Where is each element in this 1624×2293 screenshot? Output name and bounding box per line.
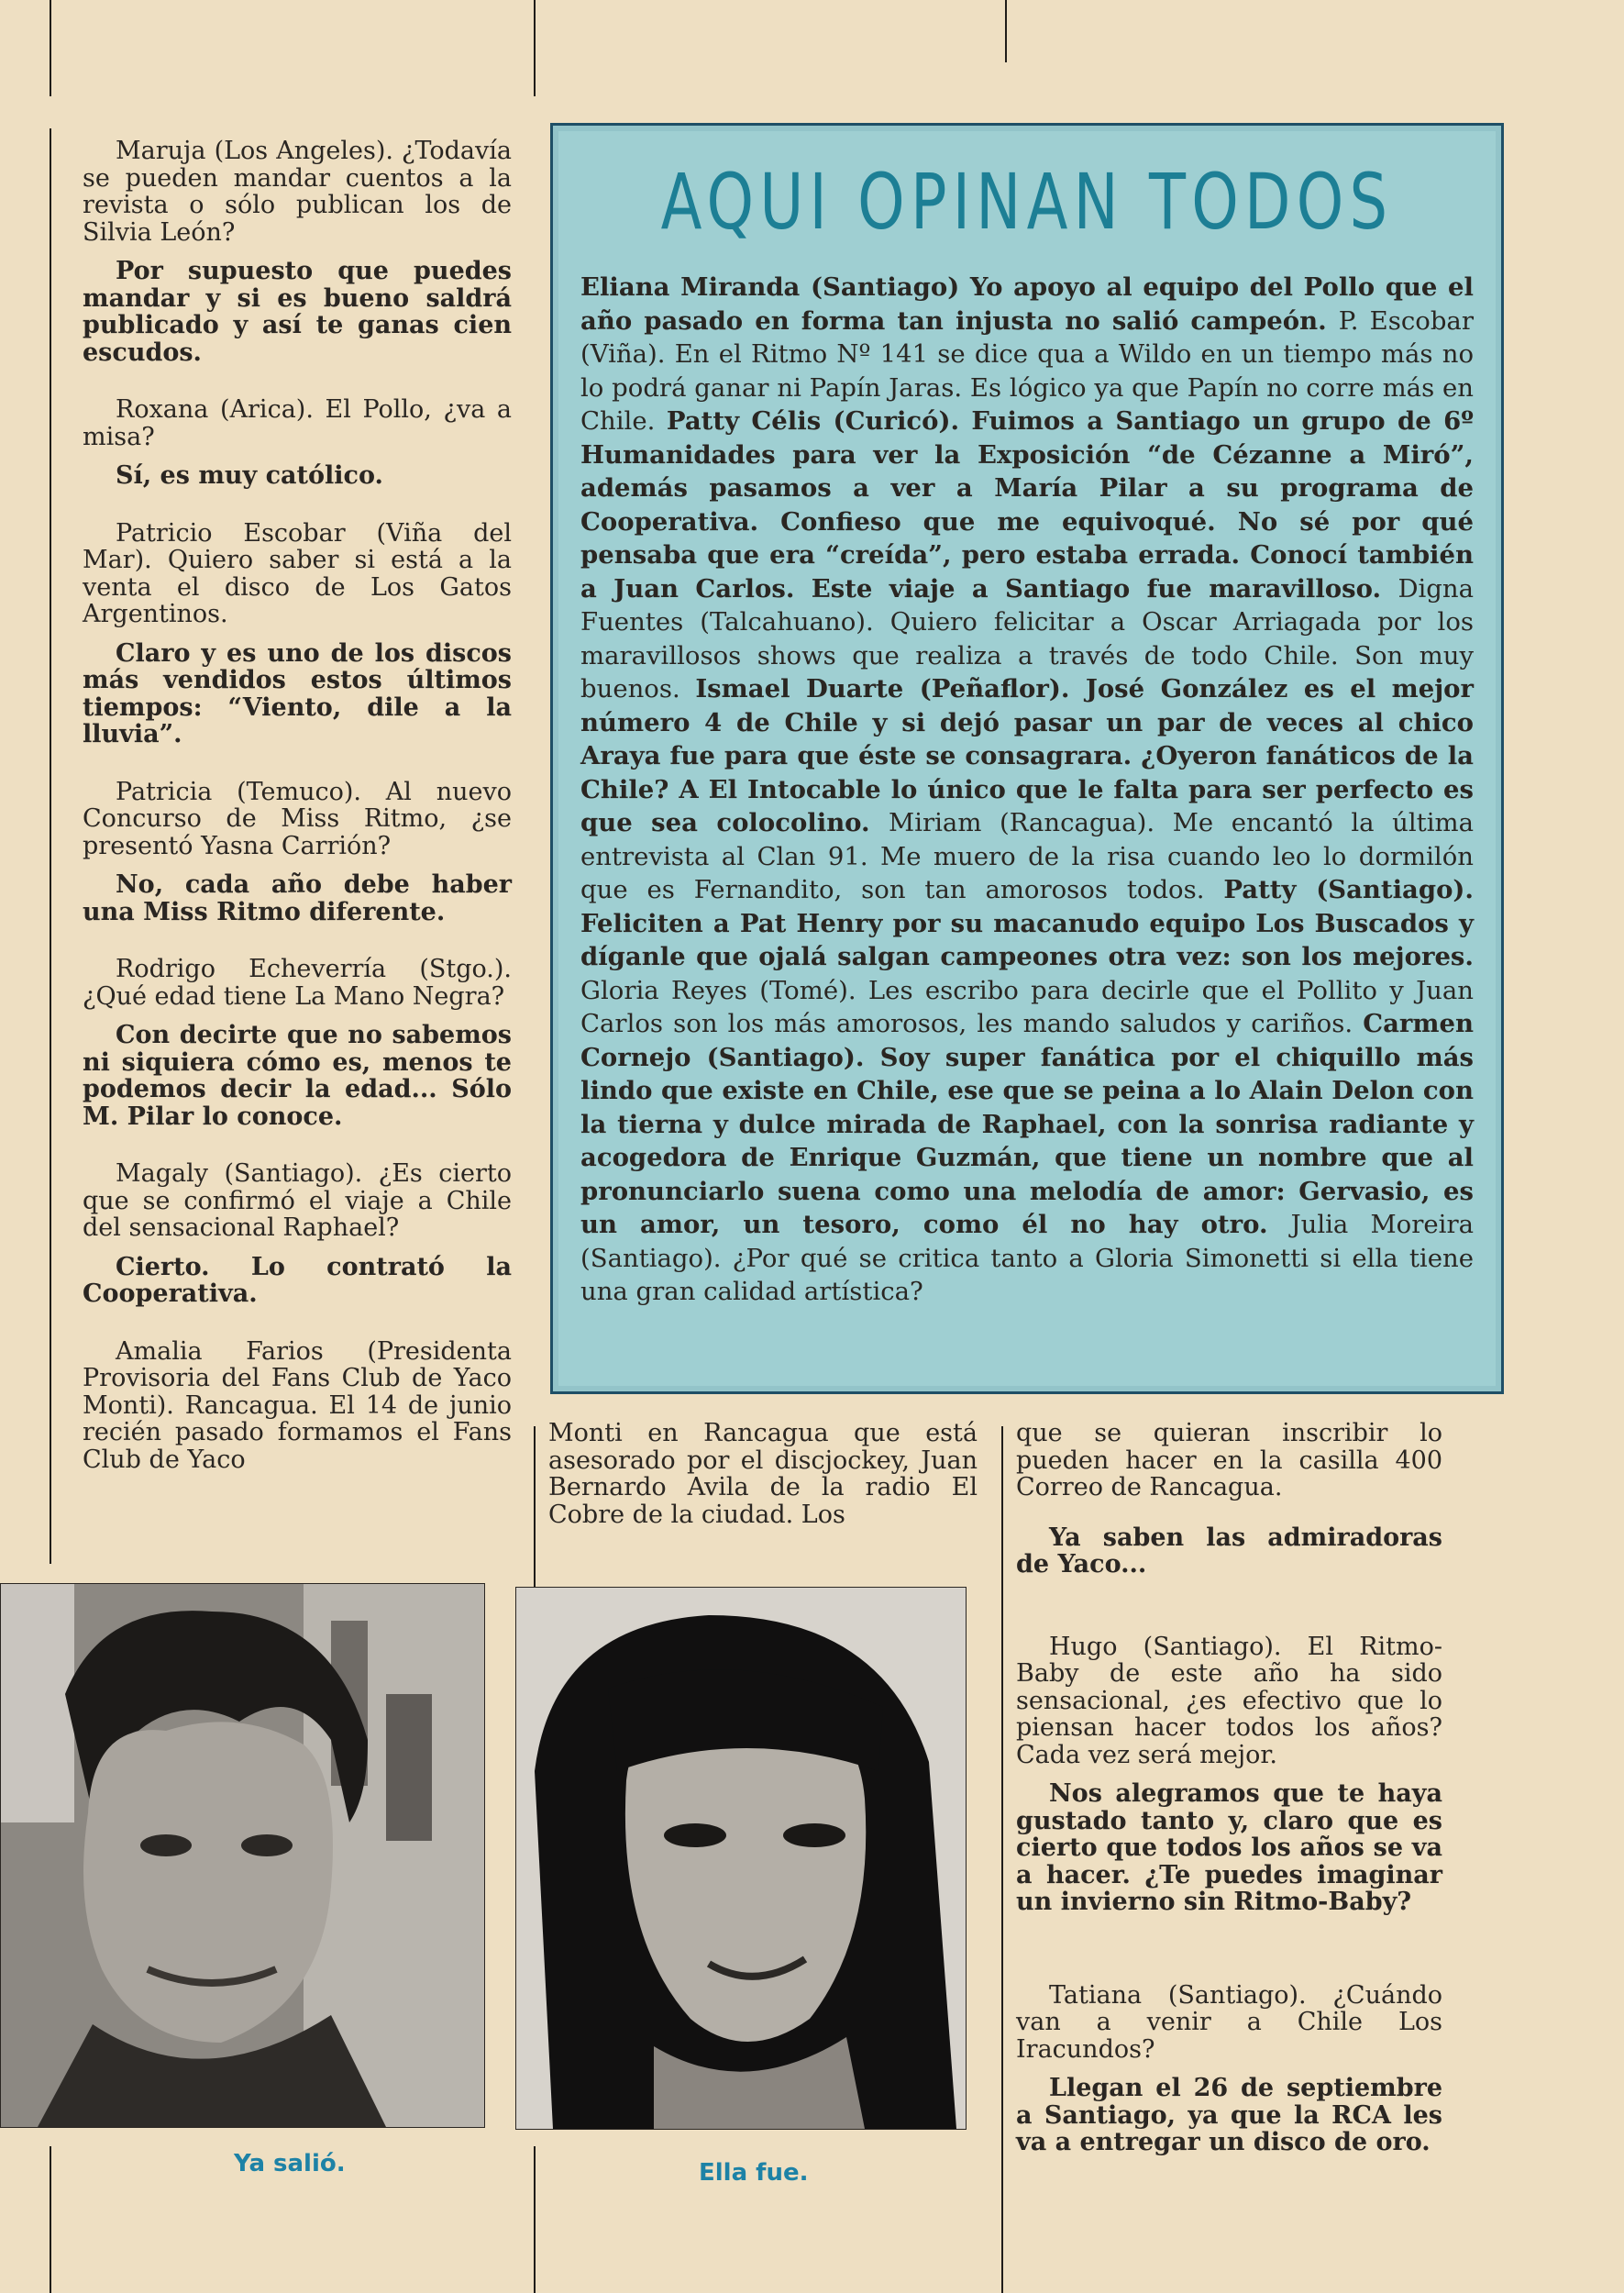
letter-answer: Llegan el 26 de septiembre a Santiago, ya que la RCA les va a entregar un disco de oro. (1016, 2074, 1442, 2156)
opinion-segment: Digna Fuentes (Talcahuano). Quiero felicitar a Oscar Arriagada por los maravillosos shows que realiza a través de todo Chile. Son muy buenos. (580, 573, 1474, 703)
opinions-box (550, 123, 1504, 1394)
column-rule (534, 0, 536, 96)
letter-question: Rodrigo Echeverría (Stgo.). ¿Qué edad tiene La Mano Negra? (83, 955, 512, 1011)
column-rule (534, 1426, 536, 1587)
opinion-segment: Miriam (Rancagua). Me encantó la última entrevista al Clan 91. Me muero de la risa cuando leo lo dormilón que es Fernandito, son tan amorosos todos. (580, 808, 1474, 904)
left-column (83, 138, 512, 1473)
column-rule (50, 128, 51, 1564)
right-column (1016, 1420, 1442, 2187)
letter-question: Maruja (Los Angeles). ¿Todavía se pueden mandar cuentos a la revista o sólo publican los de Silvia León? (83, 137, 512, 247)
column-rule (1001, 1426, 1003, 2293)
letter-answer: Nos alegramos que te haya gustado tanto y, claro que es cierto que todos los años se va a hacer. ¿Te puedes imaginar un invierno sin Ritmo-Baby? (1016, 1779, 1442, 1916)
letter-answer: Cierto. Lo contrató la Cooperativa. (83, 1252, 512, 1308)
letter-question: Amalia Farios (Presidenta Provisoria del Fans Club de Yaco Monti). Rancagua. El 14 de junio recién pasado formamos el Fans Club de Yaco (83, 1336, 512, 1474)
opinion-segment: Eliana Miranda (Santiago) Yo apoyo al equipo del Pollo que el año pasado en forma tan injusta no salió campeón. (580, 272, 1474, 336)
letter-question: Magaly (Santiago). ¿Es cierto que se confirmó el viaje a Chile del sensacional Raphael? (83, 1159, 512, 1242)
letter-answer: No, cada año debe haber una Miss Ritmo diferente. (83, 870, 512, 926)
opinion-segment: Gloria Reyes (Tomé). Les escribo para decirle que el Pollito y Juan Carlos son los más amorosos, les mando saludos y cariños. (580, 975, 1474, 1038)
letter-question: Tatiana (Santiago). ¿Cuándo van a venir a Chile Los Iracundos? (1016, 1980, 1442, 2064)
opinion-segment: Ismael Duarte (Peñaflor). José González es el mejor número 4 de Chile y si dejó pasar un par de veces al chico Araya fue para que éste se consagrara. ¿Oyeron fanáticos de la Chile? A El Intocable lo único que le falta para ser perfecto es que sea colocolino. (580, 674, 1475, 837)
letter-question: Patricia (Temuco). Al nuevo Concurso de Miss Ritmo, ¿se presentó Yasna Carrión? (83, 777, 512, 860)
box-title: AQUI OPINAN TODOS (660, 157, 1394, 247)
column-rule (50, 0, 51, 96)
letter-answer: Ya saben las admiradoras de Yaco... (1016, 1523, 1442, 1579)
letter-question: Roxana (Arica). El Pollo, ¿va a misa? (83, 395, 512, 451)
opinion-segment: Patty Célis (Curicó). Fuimos a Santiago un grupo de 6º Humanidades para ver la Exposición “de Cézanne a Miró”, además pasamos a ver a María Pilar a su programa de Cooperativa. Confieso que me equivoqué. No sé por qué pensaba que era “creída”, pero estaba errada. Conocí también a Juan Carlos. Este viaje a Santiago fue maravilloso. (580, 406, 1474, 604)
letter-question: Patricio Escobar (Viña del Mar). Quiero saber si está a la venta el disco de Los Gatos Argentinos. (83, 518, 512, 628)
letter-question: Hugo (Santiago). El Ritmo-Baby de este año ha sido sensacional, ¿es efectivo que lo piensan hacer todos los años? Cada vez será mejor. (1016, 1632, 1442, 1769)
letter-answer: Sí, es muy católico. (116, 461, 383, 490)
column-rule (1005, 0, 1007, 62)
letter-answer: Por supuesto que puedes mandar y si es bueno saldrá publicado y así te ganas cien escudos. (83, 257, 512, 367)
photo-caption: Ya salió. (234, 2150, 346, 2177)
opinion-segment: Carmen Cornejo (Santiago). Soy super fanática por el chiquillo más lindo que existe en Chile, ese que se peina a lo Alain Delon con la tierna y dulce mirada de Raphael, con la sonrisa radiante y acogedora de Enrique Guzmán, que tiene un nombre que al pronunciarlo suena como una melodía de amor: Gervasio, es un amor, un tesoro, como él no hay otro. (580, 1009, 1475, 1239)
letter-continuation: que se quieran inscribir lo pueden hacer en la casilla 400 Correo de Rancagua. (1016, 1419, 1442, 1501)
opinion-segment: Patty (Santiago). Feliciten a Pat Henry por su macanudo equipo Los Buscados y díganle que ojalá salgan campeones otra vez: son los mejores. (580, 875, 1475, 971)
letter-continuation: Monti en Rancagua que está asesorado por el discjockey, Juan Bernardo Avila de la radio El Cobre de la ciudad. Los (548, 1419, 978, 1529)
opinion-segment: Julia Moreira (Santiago). ¿Por qué se critica tanto a Gloria Simonetti si ella tiene una gran calidad artística? (580, 1210, 1474, 1306)
column-rule (50, 2146, 51, 2293)
photo-singer-woman (515, 1587, 967, 2130)
letter-answer: Con decirte que no sabemos ni siquiera cómo es, menos te podemos decir la edad... Sólo M. Pilar lo conoce. (83, 1021, 512, 1131)
middle-column (548, 1420, 978, 1528)
letter-answer: Claro y es uno de los discos más vendidos estos últimos tiempos: “Viento, dile a la lluvia”. (83, 638, 512, 748)
column-rule (534, 2146, 536, 2293)
box-body (580, 271, 1474, 1309)
photo-caption: Ella fue. (699, 2159, 809, 2187)
photo-singer-man (0, 1583, 485, 2128)
opinion-segment: P. Escobar (Viña). En el Ritmo Nº 141 se dice qua a Wildo en un tiempo más no lo podrá ganar ni Papín Jaras. Es lógico ya que Papín no corre más en Chile. (580, 305, 1474, 436)
